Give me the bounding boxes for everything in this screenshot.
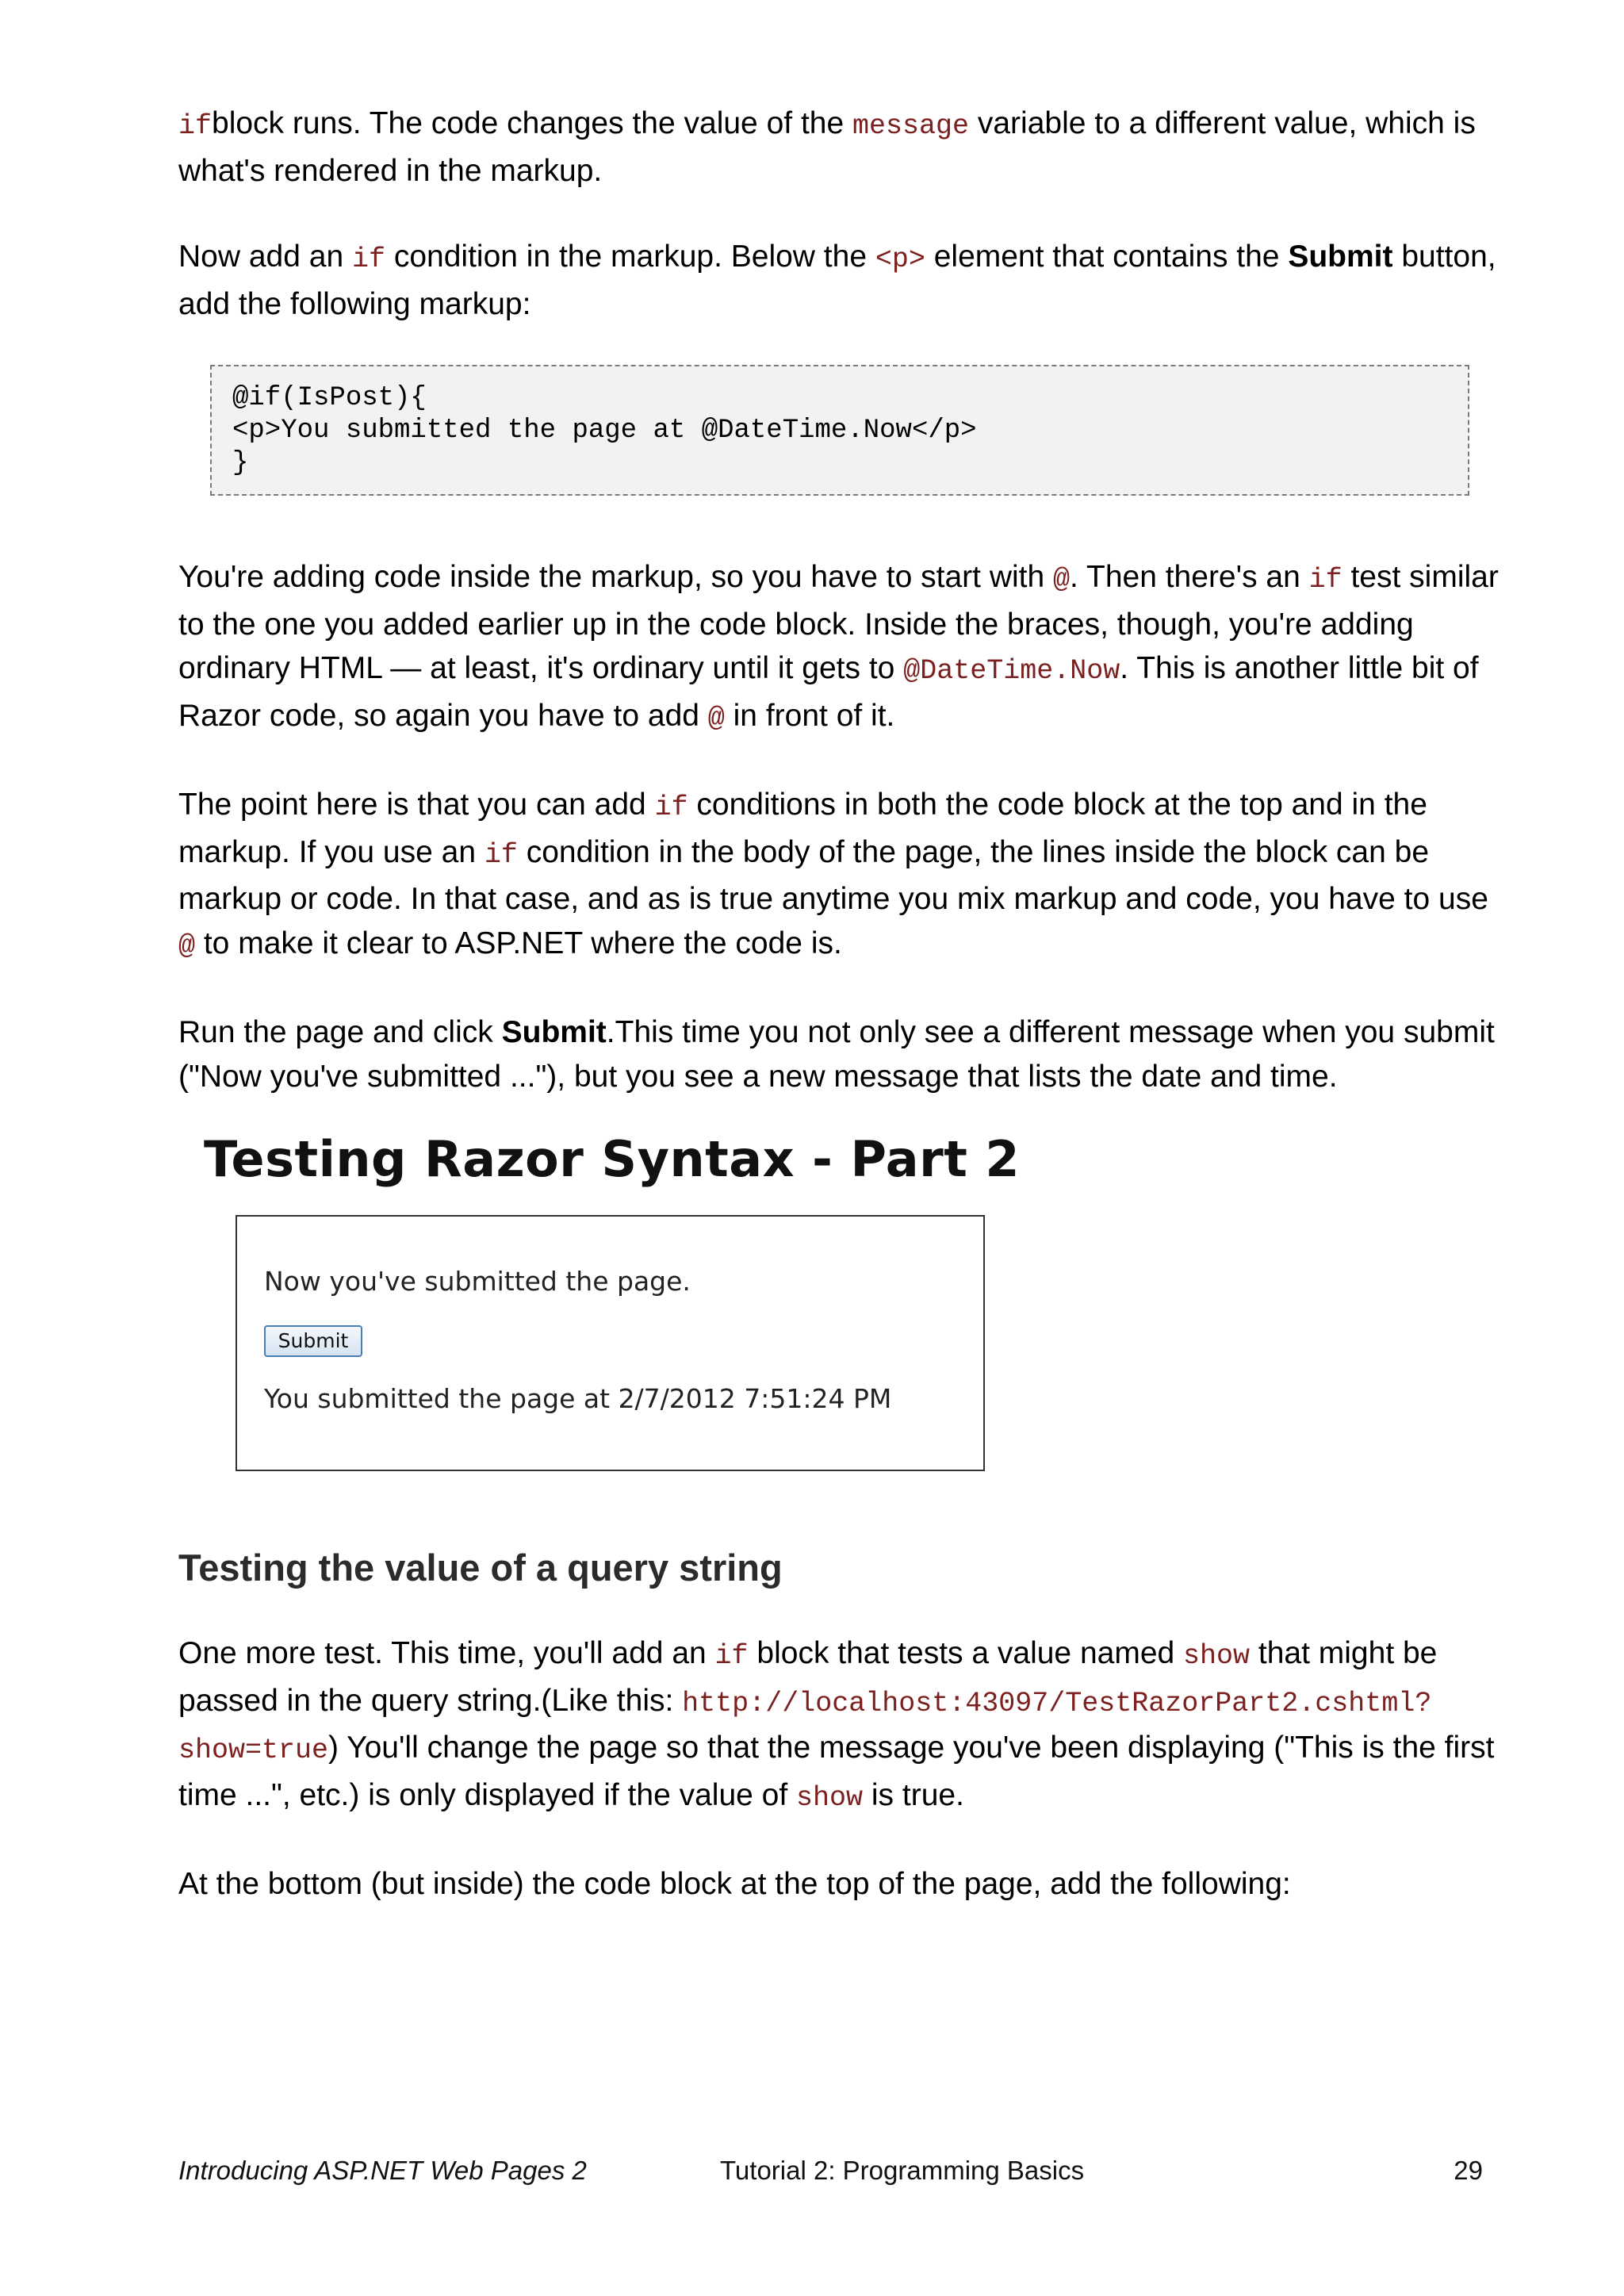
inline-code-show: show [1183,1640,1251,1672]
inline-code-if: if [178,110,213,142]
inline-code-url: http://localhost:43097/TestRazorPart2.cshtml?show=true [178,1687,1432,1766]
screenshot-submitted-time: You submitted the page at 2/7/2012 7:51:24 PM [264,1383,892,1414]
inline-code-datetime-now: @DateTime.Now [903,655,1120,687]
inline-code-message: message [852,110,970,142]
inline-code-if: if [654,792,688,823]
paragraph-if-block-runs: ifblock runs. The code changes the value of the message variable to a different value, which is what's rendered in the markup. [178,106,1476,188]
screenshot-page-title: Testing Razor Syntax - Part 2 [204,1130,1021,1188]
footer-chapter: Tutorial 2: Programming Basics [720,2156,1085,2185]
inline-code-if: if [714,1640,749,1672]
code-block [210,365,1469,496]
inline-code-if: if [484,838,518,871]
inline-code-at: @ [178,930,196,962]
paragraph-if-conditions-both: The point here is that you can add if conditions in both the code block at the top and in the markup. If you use an if condition in the body of the page, the lines inside the block can be markup or code. In that case, and as is true anytime you mix markup and code, you have to use @ to make it clear to ASP.NET where the code is. [178,788,1488,962]
document-page [178,102,1511,1949]
code-line: <p>You submitted the page at @DateTime.Now</p> [232,416,977,446]
inline-code-show: show [796,1781,864,1814]
inline-code-if: if [351,243,385,275]
paragraph-run-the-page: Run the page and click Submit.This time you not only see a different message when you submit ("Now you've submitted ..."), but you see a new message that lists the date and time. [178,1015,1495,1094]
paragraph-add-following: At the bottom (but inside) the code block at the top of the page, add the following: [178,1867,1291,1901]
page-footer [178,2156,1483,2195]
browser-screenshot-figure [204,1132,1511,1544]
paragraph-adding-code-inside-markup: You're adding code inside the markup, so you have to start with @. Then there's an if test similar to the one you added earlier up in the code block. Inside the braces, though, you're adding ordinary HTML — at least, it's ordinary until it gets to @DateTime.Now. This is another little bit of Razor code, so again you have to add @ in front of it. [178,560,1499,734]
screenshot-form-frame [236,1215,985,1471]
inline-code-if: if [1308,564,1342,596]
footer-page-number: 29 [1454,2156,1483,2185]
bold-submit: Submit [501,1015,607,1049]
inline-code-at: @ [1053,564,1071,596]
inline-code-at: @ [707,702,725,734]
code-line: } [232,448,249,478]
bold-submit: Submit [1288,240,1393,274]
section-heading: Testing the value of a query string [178,1547,783,1589]
code-line: @if(IsPost){ [232,383,427,413]
paragraph-add-if-markup: Now add an if condition in the markup. Below the <p> element that contains the Submit button, add the following markup: [178,240,1496,321]
footer-book-title: Introducing ASP.NET Web Pages 2 [178,2156,587,2185]
screenshot-message: Now you've submitted the page. [264,1266,691,1297]
screenshot-submit-button: Submit [264,1325,362,1357]
inline-code-p-element: <p> [875,243,925,275]
paragraph-query-string-test: One more test. This time, you'll add an if block that tests a value named show that might be passed in the query string.(Like this: http://localhost:43097/TestRazorPart2.cshtml?show=true) You'll change the page so that the message you've been displaying ("This is the first time ...", etc.) is only displayed if the value of show is true. [178,1636,1495,1814]
